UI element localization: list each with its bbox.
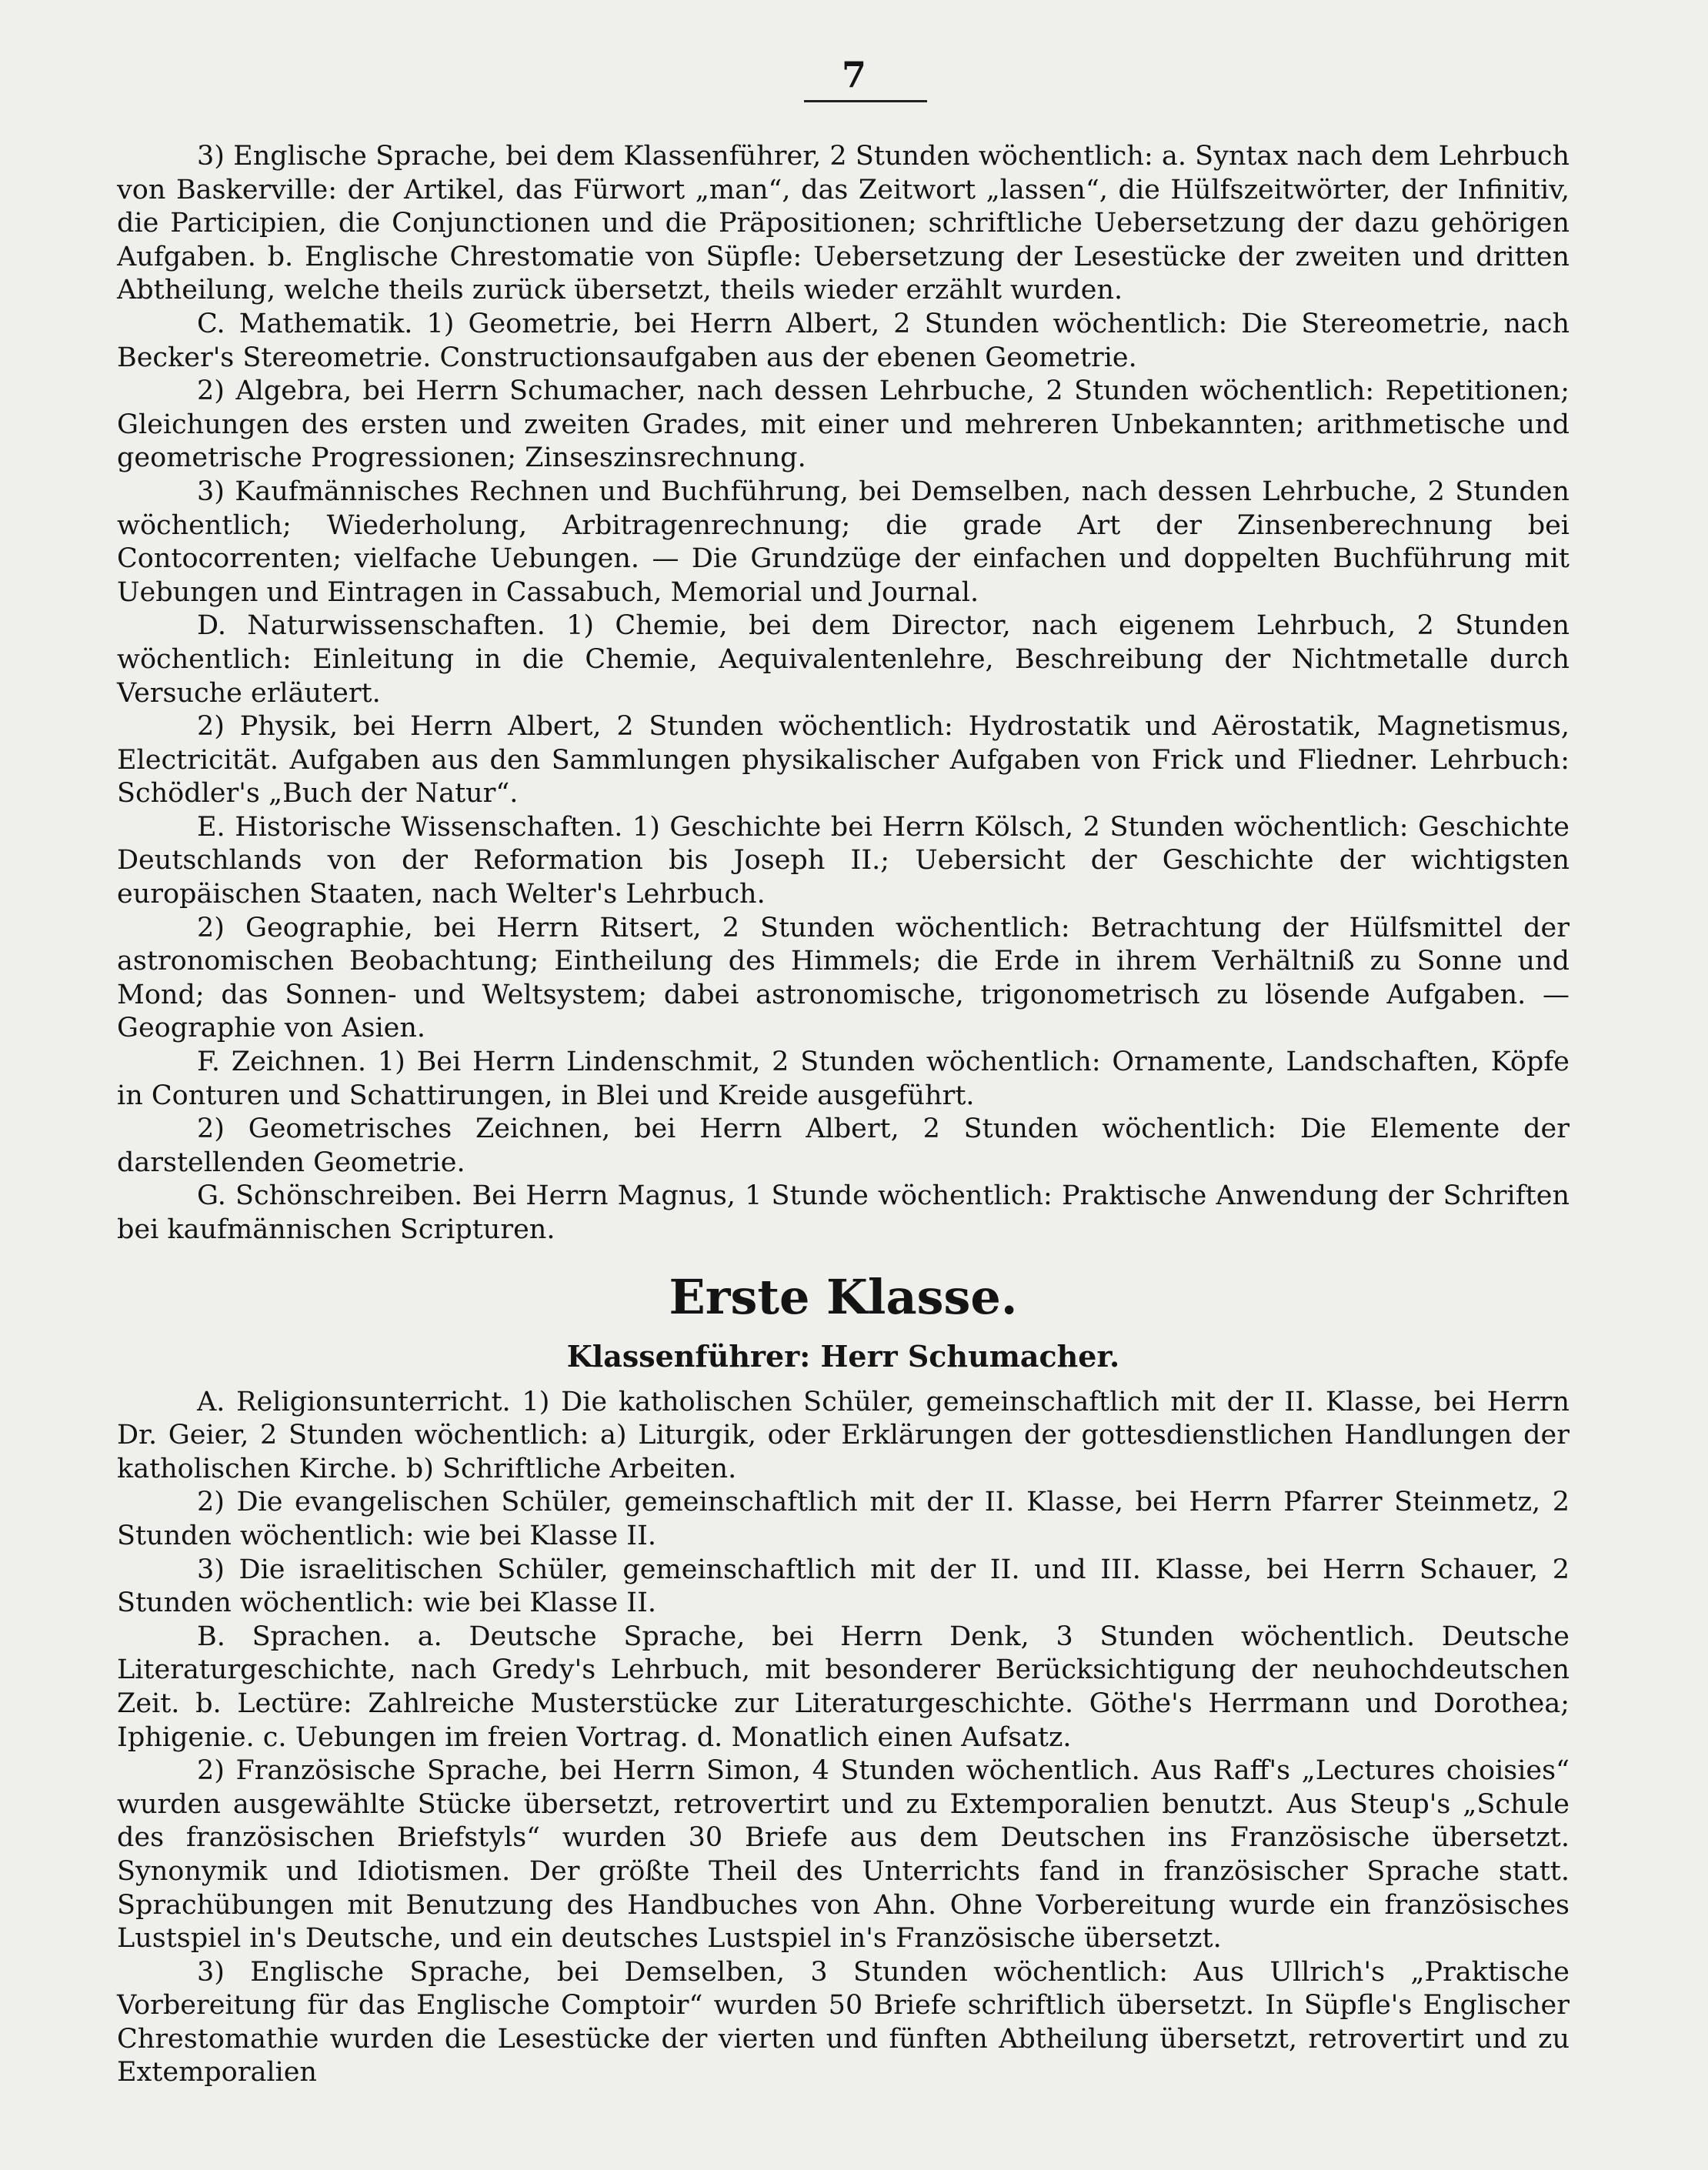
paragraph-english-language-first-class: 3) Englische Sprache, bei Demselben, 3 Stunden wöchentlich: Aus Ullrich's „Praktische Vorbereitung für das Englische Comptoir“ wurden 50 Briefe schriftlich übersetzt. In Süpfle's Englischer Chrestomathie wurden die Lesestücke der vierten und fünften Abtheilung übersetzt, retrovertirt und zu Extemporalien xyxy=(117,1956,1570,2088)
paragraph-religion-catholic: A. Religionsunterricht. 1) Die katholischen Schüler, gemeinschaftlich mit der II. Klasse, bei Herrn Dr. Geier, 2 Stunden wöchentlich: a) Liturgik, oder Erklärungen der gottesdienstlichen Handlungen der katholischen Kirche. b) Schriftliche Arbeiten. xyxy=(117,1386,1570,1484)
paragraph-geography: 2) Geographie, bei Herrn Ritsert, 2 Stunden wöchentlich: Betrachtung der Hülfsmittel der astronomischen Beobachtung; Eintheilung des Himmels; die Erde in ihrem Verhältniß zu Sonne und Mond; das Sonnen- und Weltsystem; dabei astronomische, trigonometrisch zu lösende Aufgaben. — Geographie von Asien. xyxy=(117,912,1570,1044)
paragraph-commercial-arithmetic: 3) Kaufmännisches Rechnen und Buchführung, bei Demselben, nach dessen Lehrbuche, 2 Stunden wöchentlich; Wiederholung, Arbitragenrechnung; die grade Art der Zinsenberechnung bei Contocorrenten; vielfache Uebungen. — Die Grundzüge der einfachen und doppelten Buchführung mit Uebungen und Eintragen in Cassabuch, Memorial und Journal. xyxy=(117,476,1570,608)
paragraph-calligraphy: G. Schönschreiben. Bei Herrn Magnus, 1 Stunde wöchentlich: Praktische Anwendung der Schriften bei kaufmännischen Scripturen. xyxy=(117,1180,1570,1245)
page-number: 7 xyxy=(841,54,866,95)
paragraph-religion-israelite: 3) Die israelitischen Schüler, gemeinschaftlich mit der II. und III. Klasse, bei Herrn Schauer, 2 Stunden wöchentlich: wie bei Klasse II. xyxy=(117,1554,1570,1619)
paragraph-history: E. Historische Wissenschaften. 1) Geschichte bei Herrn Kölsch, 2 Stunden wöchentlich: Geschichte Deutschlands von der Reformation bis Joseph II.; Uebersicht der Geschichte der wichtigsten europäischen Staaten, nach Welter's Lehrbuch. xyxy=(117,811,1570,910)
section-heading: Erste Klasse. xyxy=(669,1268,1018,1325)
paragraph-geometric-drawing: 2) Geometrisches Zeichnen, bei Herrn Albert, 2 Stunden wöchentlich: Die Elemente der darstellenden Geometrie. xyxy=(117,1113,1570,1178)
paragraph-algebra: 2) Algebra, bei Herrn Schumacher, nach dessen Lehrbuche, 2 Stunden wöchentlich: Repetitionen; Gleichungen des ersten und zweiten Grades, mit einer und mehreren Unbekannten; arithmetische und geometrische Progressionen; Zinseszinsrechnung. xyxy=(117,376,1570,474)
paragraph-religion-evangelical: 2) Die evangelischen Schüler, gemeinschaftlich mit der II. Klasse, bei Herrn Pfarrer Steinmetz, 2 Stunden wöchentlich: wie bei Klasse II. xyxy=(117,1487,1570,1551)
paragraph-french-language: 2) Französische Sprache, bei Herrn Simon, 4 Stunden wöchentlich. Aus Raff's „Lectures choisies“ wurden ausgewählte Stücke übersetzt, retrovertirt und zu Extemporalien benutzt. Aus Steup's „Schule des französischen Briefstyls“ wurden 30 Briefe aus dem Deutschen ins Französische übersetzt. Synonymik und Idiotismen. Der größte Theil des Unterrichts fand in französischer Sprache statt. Sprachübungen mit Benutzung des Handbuches von Ahn. Ohne Vorbereitung wurde ein französisches Lustspiel in's Deutsche, und ein deutsches Lustspiel in's Französische übersetzt. xyxy=(117,1755,1570,1955)
body-text xyxy=(117,140,1570,2090)
page-number-rule xyxy=(804,100,927,102)
section-subheading: Klassenführer: Herr Schumacher. xyxy=(566,1338,1120,1374)
paragraph-drawing: F. Zeichnen. 1) Bei Herrn Lindenschmit, 2 Stunden wöchentlich: Ornamente, Landschaften, Köpfe in Conturen und Schattirungen, in Blei und Kreide ausgeführt. xyxy=(117,1047,1570,1111)
paragraph-german-language: B. Sprachen. a. Deutsche Sprache, bei Herrn Denk, 3 Stunden wöchentlich. Deutsche Literaturgeschichte, nach Gredy's Lehrbuch, mit besonderer Berücksichtigung der neuhochdeutschen Zeit. b. Lectüre: Zahlreiche Musterstücke zur Literaturgeschichte. Göthe's Herrmann und Dorothea; Iphigenie. c. Uebungen im freien Vortrag. d. Monatlich einen Aufsatz. xyxy=(117,1621,1570,1753)
paragraph-english-language: 3) Englische Sprache, bei dem Klassenführer, 2 Stunden wöchentlich: a. Syntax nach dem Lehrbuch von Baskerville: der Artikel, das Fürwort „man“, das Zeitwort „lassen“, die Hülfszeitwörter, der Infinitiv, die Participien, die Conjunctionen und die Präpositionen; schriftliche Uebersetzung der dazu gehörigen Aufgaben. b. Englische Chrestomatie von Süpfle: Uebersetzung der Lesestücke der zweiten und dritten Abtheilung, welche theils zurück übersetzt, theils wieder erzählt wurden. xyxy=(117,141,1570,306)
paragraph-physics: 2) Physik, bei Herrn Albert, 2 Stunden wöchentlich: Hydrostatik und Aërostatik, Magnetismus, Electricität. Aufgaben aus den Sammlungen physikalischer Aufgaben von Frick und Fliedner. Lehrbuch: Schödler's „Buch der Natur“. xyxy=(117,711,1570,810)
paragraph-mathematics: C. Mathematik. 1) Geometrie, bei Herrn Albert, 2 Stunden wöchentlich: Die Stereometrie, nach Becker's Stereometrie. Constructionsaufgaben aus der ebenen Geometrie. xyxy=(117,308,1570,373)
paragraph-natural-sciences: D. Naturwissenschaften. 1) Chemie, bei dem Director, nach eigenem Lehrbuch, 2 Stunden wöchentlich: Einleitung in die Chemie, Aequivalentenlehre, Beschreibung der Nichtmetalle durch Versuche erläutert. xyxy=(117,610,1570,709)
